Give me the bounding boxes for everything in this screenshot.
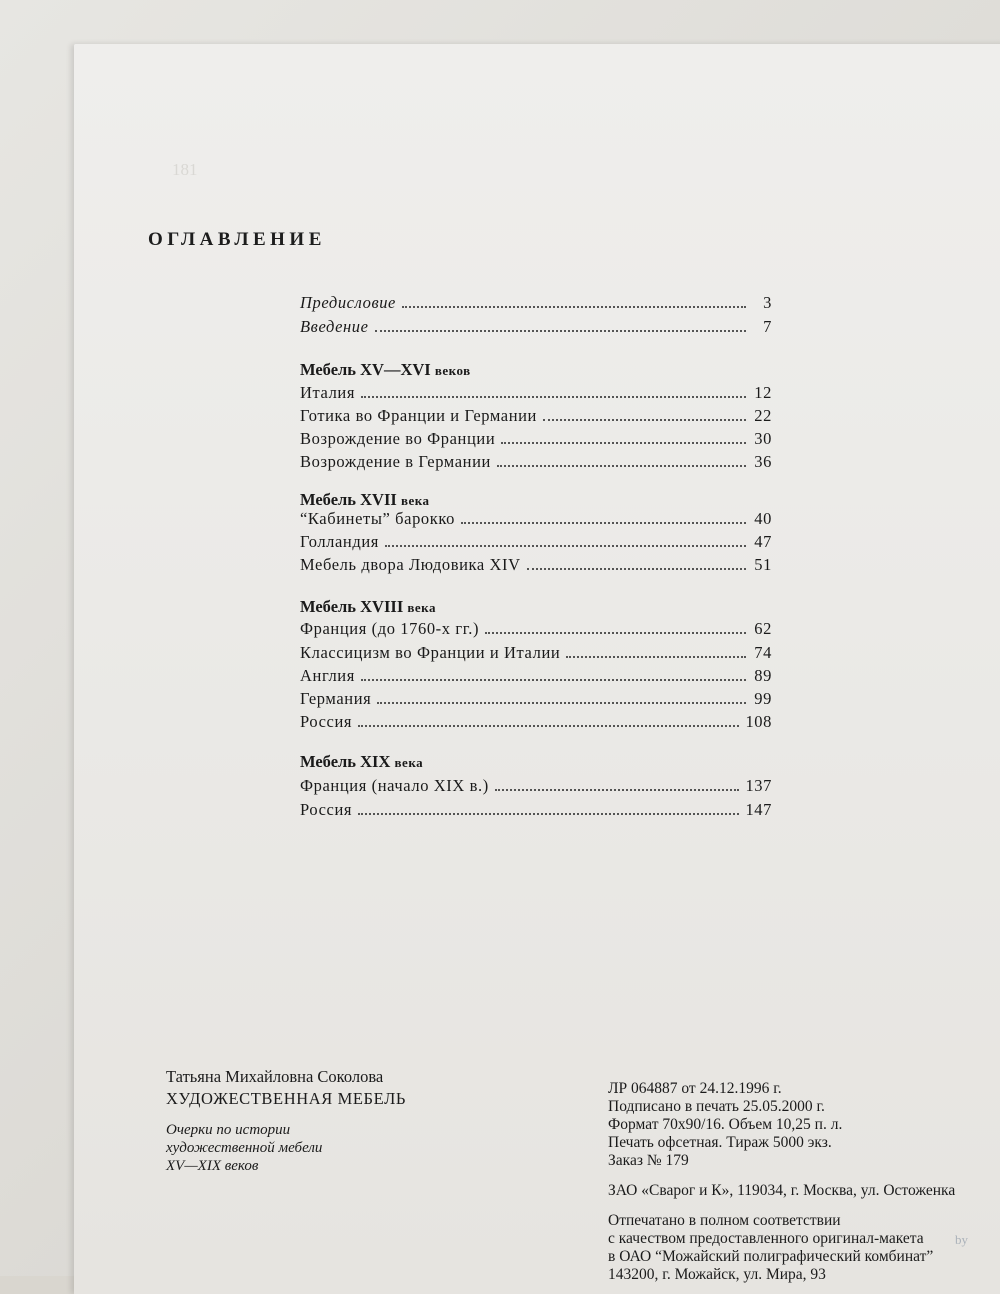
toc-entry-page: 22	[754, 406, 772, 425]
description-line: Очерки по истории	[166, 1122, 291, 1138]
toc-entry-page: 147	[745, 800, 772, 819]
toc-entry-label: Возрождение в Германии	[300, 452, 491, 471]
toc-entry-page: 3	[763, 293, 772, 312]
leader-dots	[385, 533, 746, 547]
toc-entry-label: Возрождение во Франции	[300, 429, 496, 448]
leader-dots	[402, 294, 746, 308]
printed-line: Отпечатано в полном соответствии	[608, 1212, 841, 1229]
toc-entry-label: Англия	[300, 666, 355, 685]
toc-entry-page: 12	[754, 383, 772, 402]
order-line: Заказ № 179	[608, 1152, 689, 1169]
section-heading-suffix: веков	[434, 363, 471, 378]
toc-entry-label: Введение	[300, 317, 369, 336]
leader-dots	[375, 318, 746, 332]
print-line: Печать офсетная. Тираж 5000 экз.	[608, 1134, 832, 1151]
toc-entry-page: 47	[754, 532, 772, 551]
leader-dots	[495, 777, 740, 791]
colophon-print	[608, 1080, 955, 1284]
toc-entry	[300, 666, 772, 690]
leader-dots	[461, 510, 746, 524]
section-heading-main: Мебель XIX	[300, 752, 391, 771]
toc-entry-label: Германия	[300, 689, 372, 708]
toc-entry-label: Голландия	[300, 532, 379, 551]
toc-entry-label: Россия	[300, 800, 353, 819]
toc-entry	[300, 643, 772, 667]
toc-entry-page: 89	[754, 666, 772, 685]
toc-entry-page: 36	[754, 452, 772, 471]
printed-line: 143200, г. Можайск, ул. Мира, 93	[608, 1266, 826, 1283]
toc-entry	[300, 712, 772, 736]
leader-dots	[358, 801, 739, 815]
section-heading-suffix: века	[407, 600, 436, 615]
section-heading	[300, 597, 436, 617]
description-line: XV—XIX веков	[166, 1158, 259, 1174]
toc-entry	[300, 509, 772, 533]
toc-entry-label: Предисловие	[300, 293, 396, 312]
toc-entry	[300, 555, 772, 579]
leader-dots	[501, 430, 746, 444]
toc-heading: ОГЛАВЛЕНИЕ	[148, 229, 326, 250]
signed-line: Подписано в печать 25.05.2000 г.	[608, 1098, 825, 1115]
toc-entry-label: Мебель двора Людовика XIV	[300, 555, 521, 574]
section-heading-main: Мебель XVII	[300, 490, 397, 509]
format-line: Формат 70x90/16. Объем 10,25 п. л.	[608, 1116, 843, 1133]
toc-entry	[300, 429, 772, 453]
toc-entry-page: 7	[763, 317, 772, 336]
toc-entry-label: Италия	[300, 383, 356, 402]
toc-entry	[300, 619, 772, 643]
toc-entry-page: 108	[745, 712, 772, 731]
section-heading	[300, 490, 430, 510]
toc-entry	[300, 800, 772, 824]
bleed-page-number: 181	[172, 160, 198, 179]
toc-entry-label: Франция (начало XIX в.)	[300, 776, 489, 795]
toc-entry	[300, 293, 772, 317]
license-line: ЛР 064887 от 24.12.1996 г.	[608, 1080, 782, 1097]
toc-entry	[300, 383, 772, 407]
toc-entry	[300, 406, 772, 430]
toc-entry-page: 99	[754, 689, 772, 708]
leader-dots	[543, 407, 746, 421]
toc-entry-page: 51	[754, 555, 772, 574]
leader-dots	[566, 644, 746, 658]
book-description	[166, 1121, 406, 1175]
toc-entry-page: 137	[745, 776, 772, 795]
leader-dots	[497, 453, 746, 467]
toc-entry-label: Франция (до 1760-х гг.)	[300, 619, 480, 638]
book-title: ХУДОЖЕСТВЕННАЯ МЕБЕЛЬ	[166, 1089, 406, 1108]
section-heading	[300, 752, 423, 772]
toc-entry-label: Классицизм во Франции и Италии	[300, 643, 561, 662]
leader-dots	[377, 690, 746, 704]
colophon-book	[166, 1067, 406, 1175]
toc-entry-page: 40	[754, 509, 772, 528]
toc-entry	[300, 452, 772, 476]
toc-entry	[300, 776, 772, 800]
description-line: художественной мебели	[166, 1140, 323, 1156]
section-heading-suffix: века	[394, 755, 424, 770]
toc-entry-page: 30	[754, 429, 772, 448]
toc-entry-label: “Кабинеты” барокко	[300, 509, 456, 528]
leader-dots	[361, 384, 746, 398]
section-heading-suffix: века	[400, 493, 430, 508]
leader-dots	[527, 556, 746, 570]
printed-line: в ОАО “Можайский полиграфический комбинат”	[608, 1248, 934, 1265]
leader-dots	[361, 667, 746, 681]
author-name: Татьяна Михайловна Соколова	[166, 1067, 384, 1086]
leader-dots	[358, 713, 739, 727]
section-heading-main: Мебель XVIII	[300, 597, 404, 616]
leader-dots	[485, 620, 746, 634]
watermark: by	[955, 1232, 968, 1247]
publisher-line: ЗАО «Сварог и К», 119034, г. Москва, ул. Остоженка	[608, 1182, 956, 1199]
section-heading-main: Мебель XV—XVI	[300, 360, 431, 379]
section-heading	[300, 360, 471, 380]
toc-entry-page: 74	[754, 643, 772, 662]
toc-entry	[300, 532, 772, 556]
printed-line: с качеством предоставленного оригинал-макета	[608, 1230, 924, 1247]
toc-entry-page: 62	[754, 619, 772, 638]
toc-entry	[300, 689, 772, 713]
toc-entry	[300, 317, 772, 341]
toc-entry-label: Готика во Франции и Германии	[300, 406, 537, 425]
toc-entry-label: Россия	[300, 712, 353, 731]
